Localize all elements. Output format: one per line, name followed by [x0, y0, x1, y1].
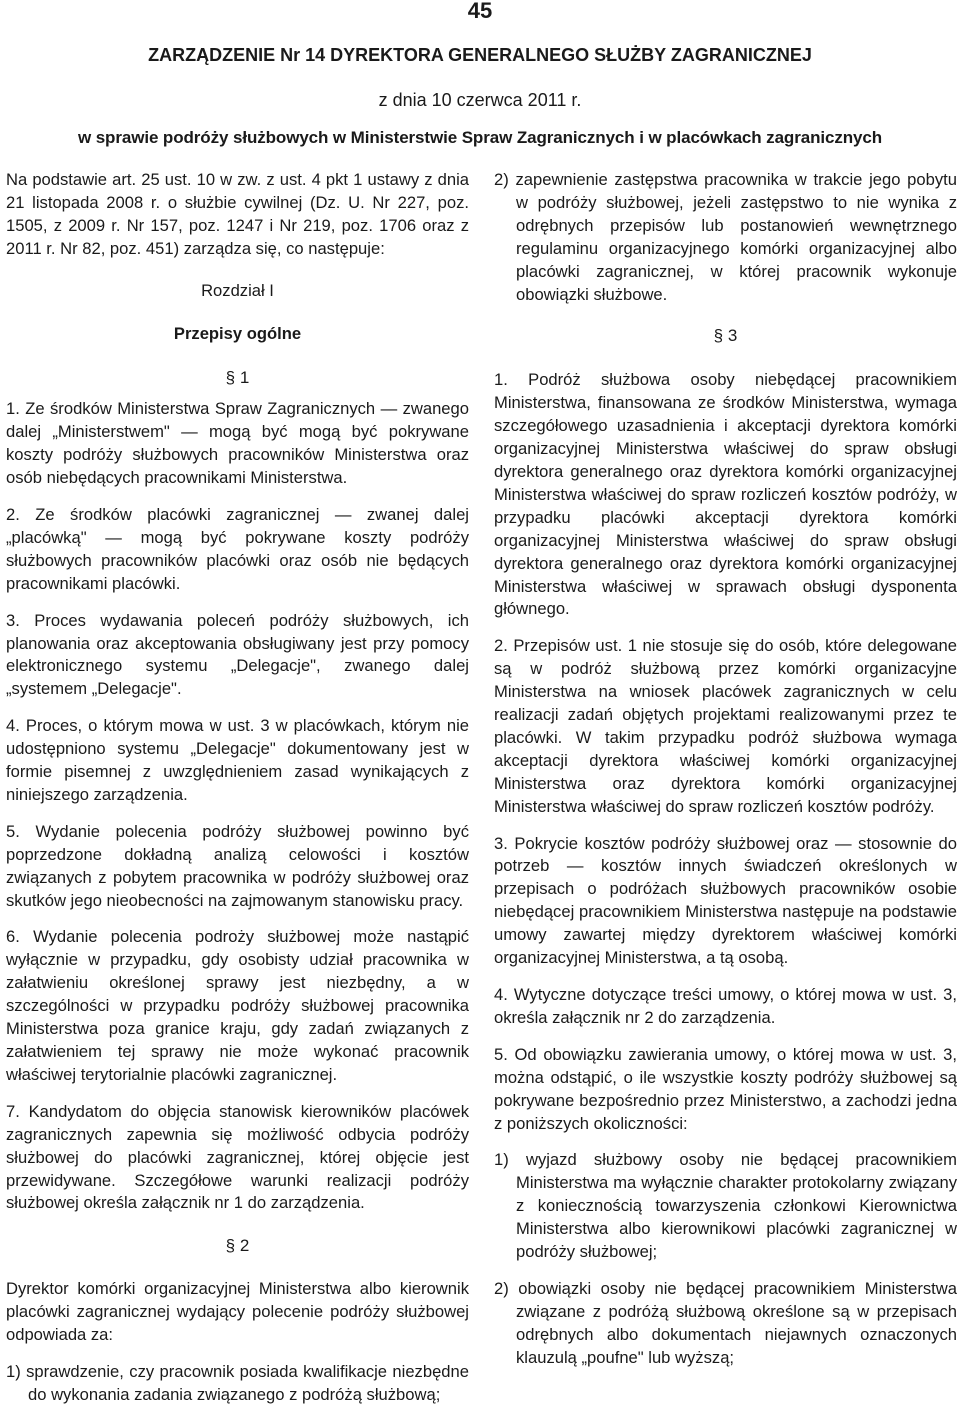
section-1-item-3: 3. Proces wydawania poleceń podróży służbowych, ich planowania oraz akceptowania obsługiwany jest przy pomocy elektronicznego systemu „Delegacje", zwanego dalej „systemem „Delegacje".	[6, 610, 469, 699]
section-3-subpoint-2: 2) obowiązki osoby nie będącej pracownikiem Ministerstwa związane z podróżą służbową określone są w przepisach odrębnych albo dokumentach niejawnych oznaczonych klauzulą „poufne" lub wyższą;	[494, 1278, 957, 1367]
section-3-item-2: 2. Przepisów ust. 1 nie stosuje się do osób, które delegowane są w podróż służbową przez komórki organizacyjne Ministerstwa na wniosek placówek zagranicznych w celu realizacji zadań objętych projektami realizowanymi przez te placówki. W takim przypadku podróż służbowa wymaga akceptacji dyrektora właściwej komórki organizacyjnej Ministerstwa oraz dyrektora komórki organizacyjnej Ministerstwa właściwej do spraw rozliczeń kosztów podróży.	[494, 636, 957, 816]
section-3-item-3: 3. Pokrycie kosztów podróży służbowej oraz — stosownie do potrzeb — kosztów innych świadczeń określonych w przepisach o podróżach służbowych pracowników osobie niebędącej pracownikiem Ministerstwa następuje na podstawie umowy zawartej między dyrektorem właściwej komórki organizacyjnej Ministerstwa, a tą osobą.	[494, 833, 957, 968]
section-3-item-4: 4. Wytyczne dotyczące treści umowy, o której mowa w ust. 3, określa załącznik nr 2 do zarządzenia.	[494, 985, 957, 1027]
section-3-subpoint-1: 1) wyjazd służbowy osoby nie będącej pracownikiem Ministerstwa ma wyłącznie charakter protokolarny związany z koniecznością towarzyszenia członkowi Kierownictwa Ministerstwa albo kierownikowi placówki zagranicznej w podróży służbowej;	[494, 1150, 957, 1262]
section-3-item-5: 5. Od obowiązku zawierania umowy, o której mowa w ust. 3, można odstąpić, o ile wszystkie koszty podróży służbowej są pokrywane bezpośrednio przez Ministerstwo, a zachodzi jedna z poniższych okoliczności:	[494, 1044, 957, 1133]
section-2-intro: Dyrektor komórki organizacyjnej Ministerstwa albo kierownik placówki zagranicznej wydający polecenie podróży służbowej odpowiada za:	[6, 1279, 469, 1345]
left-column	[6, 169, 469, 1407]
legal-basis-paragraph: Na podstawie art. 25 ust. 10 w zw. z ust. 4 pkt 1 ustawy z dnia 21 listopada 2008 r. o służbie cywilnej (Dz. U. Nr 227, poz. 1505, z 2009 r. Nr 157, poz. 1247 i Nr 219, poz. 1706 oraz z 2011 r. Nr 82, poz. 451) zarządza się, co następuje:	[6, 170, 469, 258]
section-1-item-7: 7. Kandydatom do objęcia stanowisk kierowników placówek zagranicznych zapewnia się możliwość odbycia podróży służbowej do placówki zagranicznej, której objęcie jest przewidywane. Szczegółowe warunki realizacji podróży służbowej określa załącznik nr 1 do zarządzenia.	[6, 1101, 469, 1213]
page-number: 45	[467, 0, 493, 23]
section-2-point-1: 1) sprawdzenie, czy pracownik posiada kwalifikacje niezbędne do wykonania zadania związanego z podróżą służbową;	[6, 1361, 469, 1404]
document-date: z dnia 10 czerwca 2011 r.	[378, 90, 582, 110]
section-2-point-2: 2) zapewnienie zastępstwa pracownika w trakcie jego pobytu w podróży służbowej, jeżeli zastępstwo to nie wynika z odrębnych przepisów lub postanowień wewnętrznego regulaminu organizacyjnego komórki organizacyjnej albo placówki zagranicznej, w której pracownik wykonuje obowiązki służbowe.	[494, 170, 957, 304]
document-subject: w sprawie podróży służbowych w Ministerstwie Spraw Zagranicznych i w placówkach zagranicznych	[77, 128, 883, 147]
chapter-title: Przepisy ogólne	[173, 323, 302, 343]
section-1-item-5: 5. Wydanie polecenia podróży służbowej powinno być poprzedzone dokładną analizą celowości i kosztów związanych z pobytem pracownika w podróży służbowej oraz skutków jego nieobecności na zajmowanym stanowisku pracy.	[6, 821, 469, 910]
right-column	[494, 169, 957, 1370]
chapter-heading: Rozdział I	[201, 280, 274, 300]
section-1-item-4: 4. Proces, o którym mowa w ust. 3 w placówkach, którym nie udostępniono systemu „Delegacje" dokumentowany jest w formie pisemnej z uwzględnieniem zasad wynikających z niniejszego zarządzenia.	[6, 716, 469, 804]
section-heading-3: § 3	[713, 326, 738, 346]
section-1-item-1: 1. Ze środków Ministerstwa Spraw Zagranicznych — zwanego dalej „Ministerstwem" — mogą być mogą być pokrywane koszty podróży służbowych pracowników Ministerstwa oraz osób niebędących pracownikami Ministerstwa.	[6, 399, 469, 488]
section-heading-2: § 2	[225, 1236, 250, 1256]
document-title: ZARZĄDZENIE Nr 14 DYREKTORA GENERALNEGO SŁUŻBY ZAGRANICZNEJ	[148, 45, 812, 65]
section-1-item-6: 6. Wydanie polecenia podroży służbowej może nastąpić wyłącznie w przypadku, gdy osobisty udział pracownika w załatwieniu określonej sprawy jest niezbędny, a w szczególności w przypadku podróży służbowej pracownika Ministerstwa poza granice kraju, gdy zadań związanych z załatwieniem tej sprawy nie może wykonać pracownik właściwej terytorialnie placówki zagranicznej.	[6, 927, 469, 1084]
section-3-item-1: 1. Podróż służbowa osoby niebędącej pracownikiem Ministerstwa, finansowana ze środków Ministerstwa, wymaga szczegółowego uzasadnienia i akceptacji dyrektora komórki organizacyjnej Ministerstwa właściwej do spraw obsługi dyrektora generalnego oraz dyrektora komórki organizacyjnej Ministerstwa właściwej do spraw rozliczeń kosztów podróży, w przypadku placówki akceptacji dyrektora komórki organizacyjnej Ministerstwa właściwej do spraw obsługi dyrektora generalnego oraz dyrektora komórki organizacyjnej Ministerstwa właściwej w sprawach obsługi dysponenta głównego.	[494, 370, 957, 619]
section-1-item-2: 2. Ze środków placówki zagranicznej — zwanej dalej „placówką" — mogą być pokrywane koszty podróży służbowych pracowników placówki oraz osób nie będących pracownikami placówki.	[6, 504, 469, 593]
section-heading-1: § 1	[225, 368, 250, 388]
